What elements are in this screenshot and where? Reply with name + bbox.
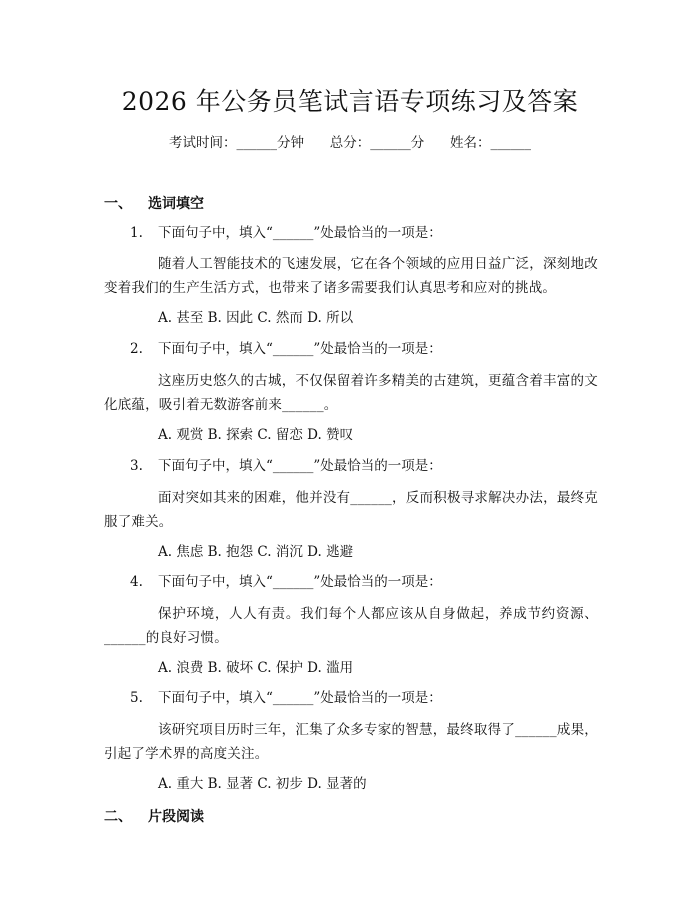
question-options-4: A. 浪费 B. 破坏 C. 保护 D. 滥用 xyxy=(158,660,354,676)
exam-info-line: 考试时间：______分钟 总分：______分 姓名：______ xyxy=(169,135,531,151)
question-passage-3: 面对突如其来的困难，他并没有______，反而积极寻求解决办法，最终克服了难关。 xyxy=(104,490,598,530)
section-heading-1 xyxy=(104,193,204,213)
section-title: 选词填空 xyxy=(148,196,204,212)
question-stem-1 xyxy=(130,221,442,245)
section-heading-2 xyxy=(104,806,204,826)
question-stem-5 xyxy=(130,686,442,710)
question-number: 4. xyxy=(130,574,143,590)
question-stem-text: 下面句子中，填入“______”处最恰当的一项是： xyxy=(158,690,442,706)
question-passage-4: 保护环境，人人有责。我们每个人都应该从自身做起，养成节约资源、______的良好习惯。 xyxy=(104,606,598,646)
question-passage-1: 随着人工智能技术的飞速发展，它在各个领域的应用日益广泛，深刻地改变着我们的生产生活方式，也带来了诸多需要我们认真思考和应对的挑战。 xyxy=(104,256,598,296)
question-number: 3. xyxy=(130,458,143,474)
section-number: 一、 xyxy=(104,196,132,212)
question-passage-2: 这座历史悠久的古城，不仅保留着许多精美的古建筑，更蕴含着丰富的文化底蕴，吸引着无数游客前来______。 xyxy=(104,373,598,413)
question-options-1: A. 甚至 B. 因此 C. 然而 D. 所以 xyxy=(158,310,354,326)
question-stem-4 xyxy=(130,570,442,594)
question-options-2: A. 观赏 B. 探索 C. 留恋 D. 赞叹 xyxy=(158,427,354,443)
question-stem-text: 下面句子中，填入“______”处最恰当的一项是： xyxy=(158,574,442,590)
question-number: 2. xyxy=(130,341,143,357)
question-stem-3 xyxy=(130,454,442,478)
question-options-3: A. 焦虑 B. 抱怨 C. 消沉 D. 逃避 xyxy=(158,544,354,560)
question-stem-text: 下面句子中，填入“______”处最恰当的一项是： xyxy=(158,458,442,474)
question-number: 5. xyxy=(130,690,143,706)
page-title: 2026 年公务员笔试言语专项练习及答案 xyxy=(121,87,579,116)
question-passage-5: 该研究项目历时三年，汇集了众多专家的智慧，最终取得了______成果，引起了学术界的高度关注。 xyxy=(104,722,598,762)
question-stem-text: 下面句子中，填入“______”处最恰当的一项是： xyxy=(158,225,442,241)
question-stem-text: 下面句子中，填入“______”处最恰当的一项是： xyxy=(158,341,442,357)
question-stem-2 xyxy=(130,337,442,361)
section-title: 片段阅读 xyxy=(148,809,204,825)
question-options-5: A. 重大 B. 显著 C. 初步 D. 显著的 xyxy=(158,776,367,792)
section-number: 二、 xyxy=(104,809,132,825)
question-number: 1. xyxy=(130,225,143,241)
